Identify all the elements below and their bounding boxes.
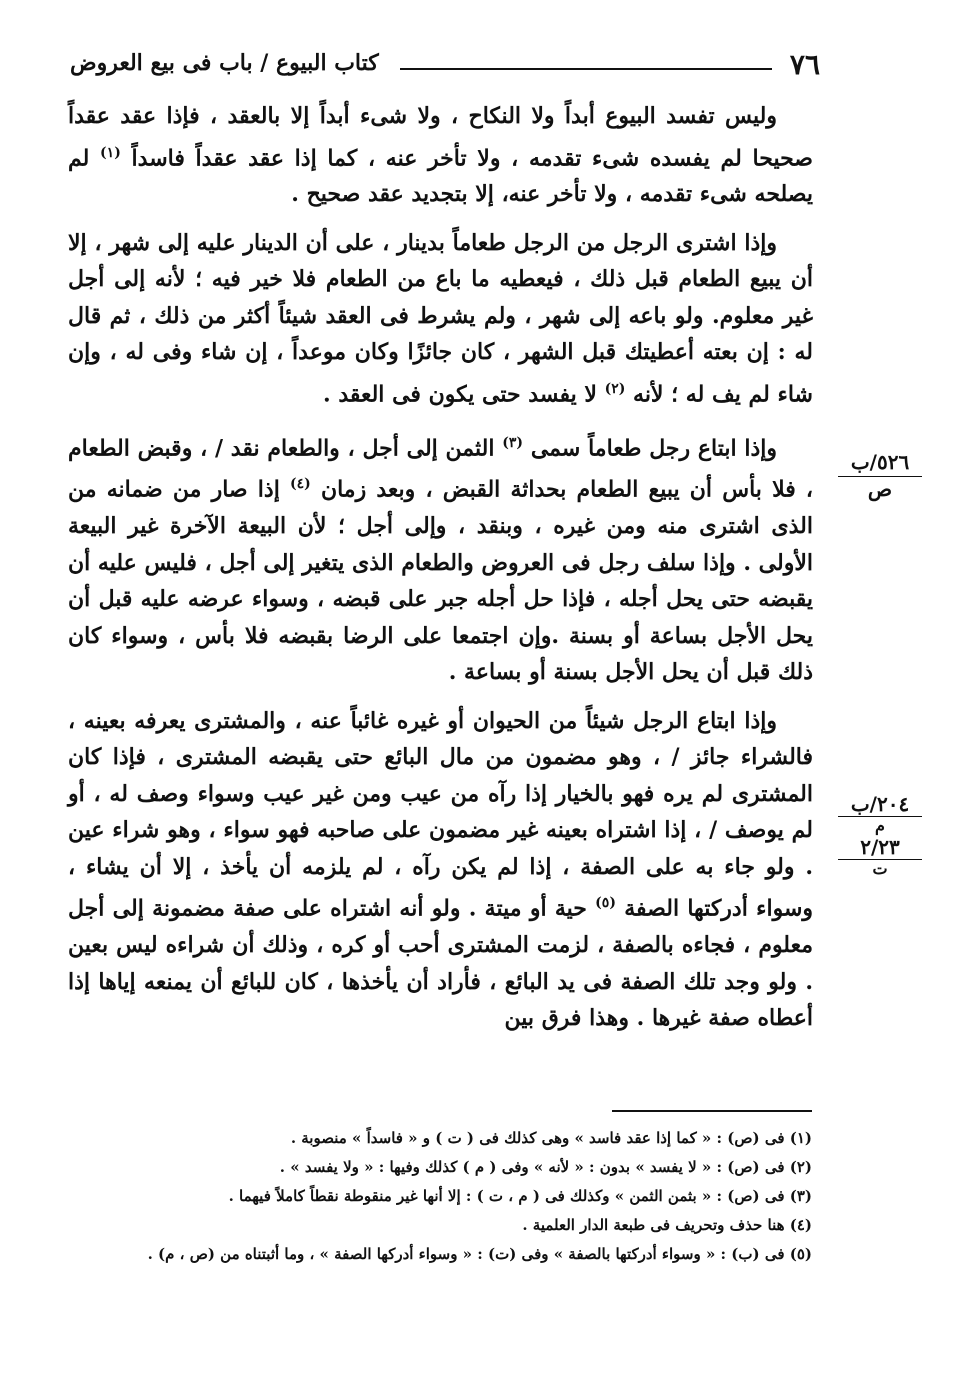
text-run: إذا صار من ضمانه من الذى اشترى منه ومن غيره ، وبنقد ، وإلى أجل ؛ لأن البيعة الآخرة غير البيعة الأولى . وإذا سلف رجل فى العروض والطعام الذى يتغير إلى أجل ، فليس عليه أن يقبضه حتى يحل أجله ، فإذا حل أجله جبر على قبضه ، وسواء عرضه عليه قبل أن يحل الأجل بساعة أو بسنة .وإن اجتمعا على الرضا بقبضه فلا بأس ، وسواء كان ذلك قبل أن يحل الأجل بسنة أو بساعة . bbox=[68, 476, 813, 686]
footnote-1: (١) فى (ص) : « كما إذا عقد فاسد » وهى كذلك فى ( ت ) و « فاسداً » منصوبة . bbox=[290, 1129, 812, 1147]
margin-note-siglum: ت bbox=[872, 859, 888, 878]
footnote-ref: (٤) bbox=[289, 476, 311, 493]
margin-note-folio: ٢/٢٣ bbox=[838, 835, 922, 860]
header-rule bbox=[400, 68, 772, 70]
footnote-4: (٤) هنا حذف وتحريف فى طبعة الدار العلمية . bbox=[522, 1216, 812, 1234]
text-run: وإذا ابتاع رجل طعاماً سمى bbox=[523, 434, 777, 461]
main-text bbox=[68, 98, 813, 1049]
margin-note-siglum: م bbox=[875, 816, 885, 835]
margin-note-siglum: ص bbox=[867, 477, 893, 501]
text-run: حية أو ميتة . ولو أنه اشتراه على صفة مضمونة إلى أجل معلوم ، فجاءه بالصفة ، لزمت المشترى أحب أو كره ، وذلك أن شراءه ليس بعين . ولو وجد تلك الصفة فى يد البائع ، فأراد أن يأخذها ، كان للبائع أن يمنعه إياها إذا أعطاه صفة غيرها . وهذا فرق بين bbox=[68, 895, 813, 1032]
paragraph-2 bbox=[68, 225, 813, 413]
page-header bbox=[70, 48, 820, 88]
margin-note-1 bbox=[838, 450, 922, 501]
footnote-ref: (٥) bbox=[595, 895, 616, 912]
text-run: وليس تفسد البيوع أبداً ولا النكاح ، ولا شىء أبداً إلا بالعقد ، فإذا عقد عقداً صحيحا لم يفسده شىء تقدمه ، ولا تأخر عنه ، كما إذا عقد عقداً فاسداً bbox=[68, 103, 813, 171]
footnote-ref: (٢) bbox=[604, 380, 626, 397]
text-run: وإذا ابتاع الرجل شيئاً من الحيوان أو غيره غائباً عنه ، والمشترى يعرفه بعينه ، فالشراء جائز / ، وهو مضمون من مال البائع حتى يقبضه المشترى ، فإذا كان المشترى لم يره فهو بالخيار إذا رآه من عيب ومن غير عيب وسواء وصف له ، أو لم يوصف / ، إذا اشتراه بعينه غير مضمون على صاحبه فهو سواء ، وهو شراء عين . ولو جاء به على الصفة ، إذا لم يكن رآه ، لم يلزمه أن يأخذ ، إلا أن يشاء ، وسواء أدركتها الصفة bbox=[68, 707, 814, 922]
margin-note-folio: ٥٢٦/ب bbox=[838, 450, 922, 477]
footnote-5: (٥) فى (ب) : « وسواء أدركتها بالصفة » وفى (ت) : « وسواء أدركها الصفة » ، وما أثبتناه من (ص ، م) . bbox=[147, 1245, 812, 1263]
text-run: الثمن إلى أجل ، والطعام نقد / ، وقبض الطعام ، فلا بأس أن يبيع الطعام بحداثة القبض ، وبعد زمان bbox=[68, 434, 813, 503]
footnote-3: (٣) فى (ص) : « بثمن الثمن » وكذلك فى ( م ، ت ) : إلا أنها غير منقوطة نقطاً كاملاً فيهما . bbox=[228, 1187, 812, 1205]
footnote-2: (٢) فى (ص) : « لا يفسد » بدون : « لأنه » وفى ( م ) كذلك وفيها : « ولا يفسد » . bbox=[279, 1158, 812, 1176]
footnote-rule bbox=[612, 1110, 812, 1112]
paragraph-3 bbox=[68, 425, 813, 691]
footnotes bbox=[80, 1124, 812, 1269]
margin-note-folio: ٢٠٤/ب bbox=[838, 792, 922, 817]
text-run: وإذا اشترى الرجل من الرجل طعاماً بدينار ، على أن الدينار عليه إلى شهر ، إلا أن يبيع الطعام قبل ذلك ، فيعطيه ما باع من الطعام فلا خير فيه ؛ لأنه إلى أجل غير معلوم. ولو باعه إلى شهر ، ولم يشرط فى العقد شيئاً أكثر من ذلك ، ثم قال له : إن بعته أعطيتك قبل الشهر ، كان جائزًا وكان موعداً ، إن شاء وفى له ، وإن شاء لم يف له ؛ لأنه bbox=[68, 229, 813, 408]
margin-note-2 bbox=[838, 792, 922, 878]
text-run: لا يفسد حتى يكون فى العقد . bbox=[323, 381, 605, 408]
text-run: لم يصلحه شىء تقدمه ، ولا تأخر عنه، إلا بتجديد عقد صحيح . bbox=[68, 144, 813, 208]
footnote-ref: (١) bbox=[100, 144, 121, 161]
running-title: كتاب البيوع / باب فى بيع العروض bbox=[70, 50, 379, 76]
page-number: ٧٦ bbox=[789, 48, 820, 81]
paragraph-1 bbox=[68, 98, 813, 213]
paragraph-4 bbox=[68, 703, 813, 1037]
footnote-ref: (٣) bbox=[502, 434, 524, 451]
